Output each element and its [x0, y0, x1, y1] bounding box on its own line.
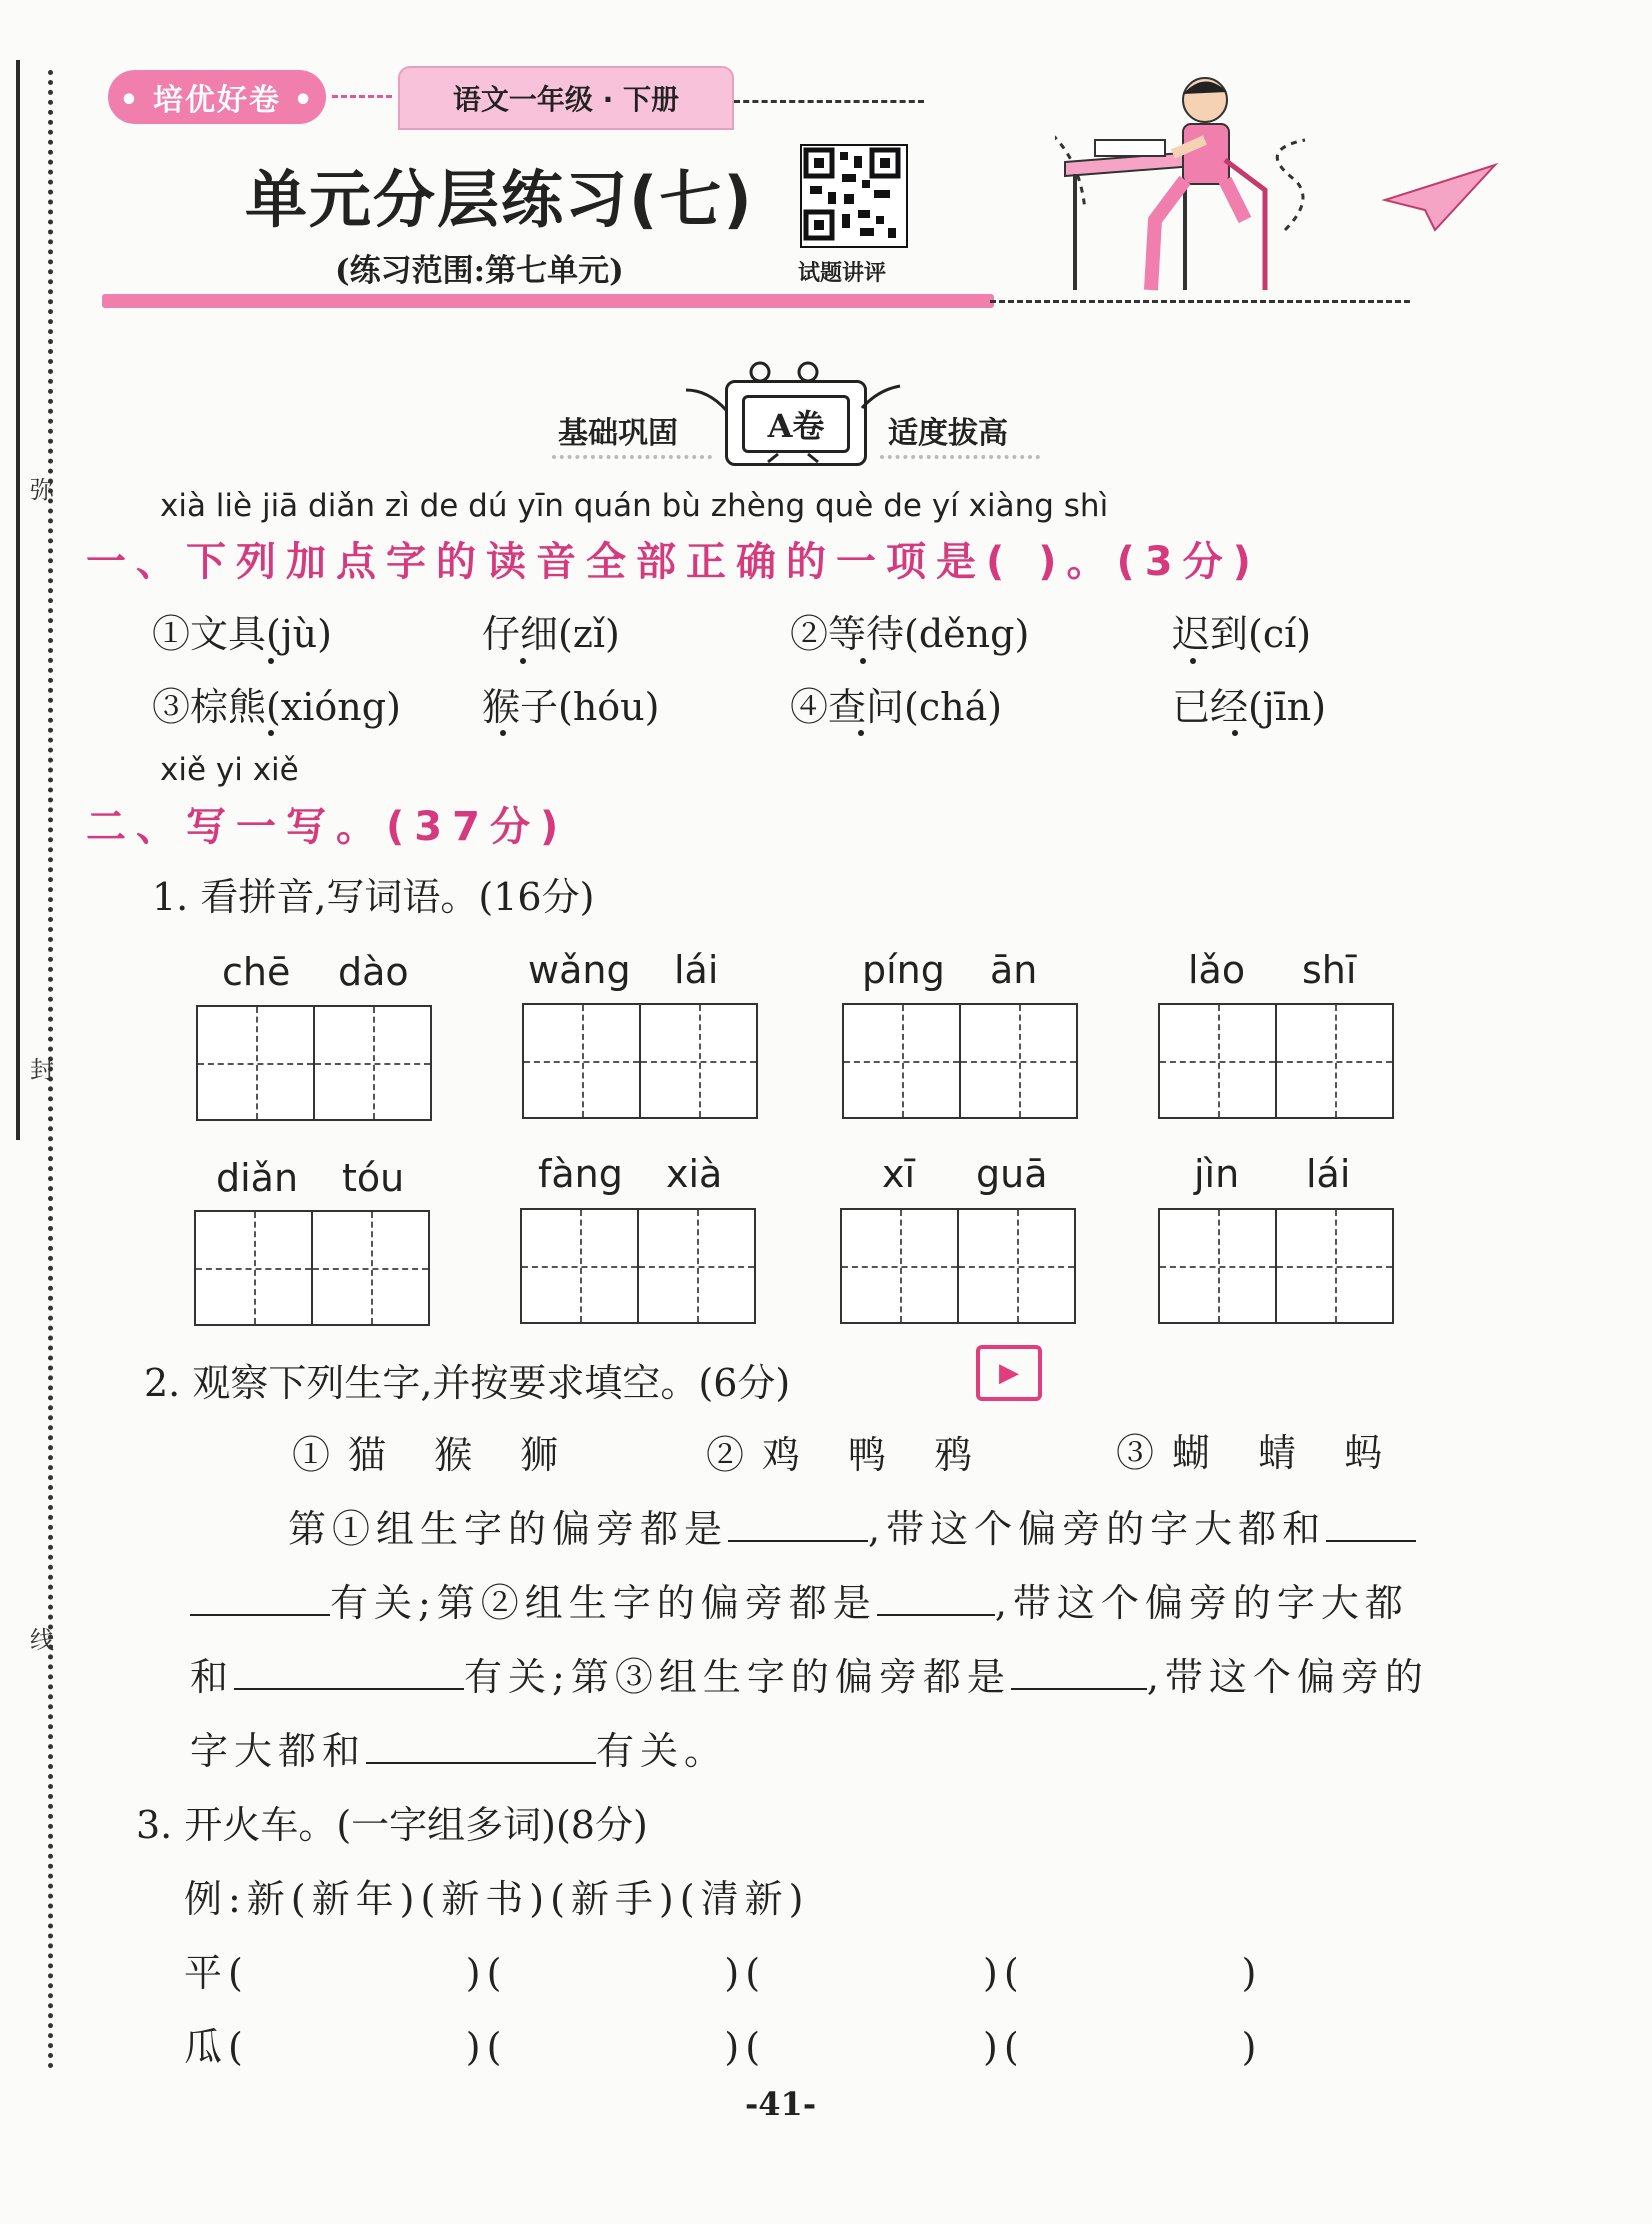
emphasis-dot — [268, 730, 274, 736]
q1-option-3b: 猴子(hóu) — [482, 685, 660, 729]
emphasis-dot — [268, 658, 274, 664]
band-left-underline — [552, 455, 712, 459]
chain-slots[interactable]: ( )( )( )( ) — [228, 2025, 1263, 2069]
fill-line-2 — [190, 1572, 1409, 1627]
q2-s3-example: 例:新(新年)(新书)(新手)(清新) — [184, 1877, 810, 1921]
pinyin-syllable: dào — [338, 950, 409, 994]
char-group-1: ①猫 猴 狮 — [292, 1433, 577, 1477]
fill-text: 有关。 — [596, 1729, 729, 1773]
badge-antenna-icon — [678, 350, 908, 470]
video-play-icon[interactable]: ▶ — [976, 1345, 1042, 1401]
word-chain-row — [184, 1942, 1262, 1997]
fill-text: 字大都和 — [190, 1729, 367, 1773]
q1-option-4a: ④查问(chá) — [790, 685, 1003, 729]
tab-connector — [734, 100, 924, 103]
paper-a-label: A卷 — [742, 395, 850, 453]
emphasis-dot — [1190, 658, 1196, 664]
q1-heading: 一、下列加点字的读音全部正确的一项是( )。(3分) — [86, 539, 1261, 585]
pinyin-syllable: xī — [882, 1152, 916, 1196]
page-subtitle: (练习范围:第七单元) — [335, 253, 624, 289]
writing-grid[interactable] — [196, 1005, 432, 1121]
pinyin-syllable: xià — [666, 1152, 723, 1196]
writing-grid[interactable] — [842, 1003, 1078, 1119]
q1-option-1b: 仔细(zǐ) — [482, 612, 620, 656]
emphasis-dot — [500, 730, 506, 736]
answer-blank[interactable] — [728, 1510, 868, 1542]
binding-char-mi: 弥 — [30, 476, 54, 504]
fill-text: 有关;第②组生字的偏旁都是 — [330, 1581, 877, 1625]
grade-tab: 语文一年级 · 下册 — [398, 66, 734, 130]
fill-text: 有关;第③组生字的偏旁都是 — [464, 1655, 1011, 1699]
pinyin-syllable: shī — [1302, 948, 1357, 992]
tag-connector — [332, 95, 392, 98]
qr-label: 试题讲评 — [798, 261, 887, 286]
pinyin-syllable: píng — [862, 948, 945, 992]
char-group-2: ②鸡 鸭 鸦 — [706, 1433, 991, 1477]
band-right-label: 适度拔高 — [888, 416, 1008, 451]
pinyin-syllable: diǎn — [216, 1156, 299, 1200]
writing-grid[interactable] — [1158, 1208, 1394, 1324]
fill-line-4 — [190, 1720, 728, 1775]
page-title: 单元分层练习(七) — [245, 163, 754, 236]
fill-text: ,带这个偏旁的 — [1146, 1655, 1429, 1699]
fill-text: ,带这个偏旁的字大都和 — [868, 1507, 1327, 1551]
fill-text: 和 — [190, 1655, 235, 1699]
q1-option-4b: 已经(jīn) — [1172, 685, 1327, 729]
q2-s1-label: 1. 看拼音,写词语。(16分) — [152, 875, 595, 919]
answer-blank[interactable] — [190, 1584, 330, 1616]
pinyin-syllable: lái — [674, 948, 719, 992]
pinyin-syllable: ān — [990, 948, 1038, 992]
q1-option-1a: ①文具(jù) — [152, 612, 332, 656]
answer-blank[interactable] — [234, 1658, 464, 1690]
header-underline — [102, 294, 994, 308]
writing-grid[interactable] — [520, 1208, 756, 1324]
pinyin-syllable: fàng — [538, 1152, 623, 1196]
band-left-label: 基础巩固 — [558, 416, 678, 451]
page-number: -41- — [745, 2085, 817, 2123]
q2-pinyin: xiě yi xiě — [160, 752, 299, 788]
fill-text: ,带这个偏旁的字大都 — [994, 1581, 1409, 1625]
answer-blank[interactable] — [366, 1732, 596, 1764]
pinyin-syllable: lǎo — [1188, 948, 1246, 992]
pinyin-syllable: jìn — [1194, 1152, 1240, 1196]
q1-pinyin: xià liè jiā diǎn zì de dú yīn quán bù zhèng què de yí xiàng shì — [160, 488, 1109, 524]
student-desk-illustration — [1055, 70, 1595, 310]
q1-option-3a: ③棕熊(xióng) — [152, 685, 401, 729]
writing-grid[interactable] — [1158, 1003, 1394, 1119]
pinyin-syllable: guā — [976, 1152, 1048, 1196]
writing-grid[interactable] — [840, 1208, 1076, 1324]
chain-slots[interactable]: ( )( )( )( ) — [228, 1951, 1263, 1995]
char-group-3: ③蝴 蜻 蚂 — [1116, 1431, 1401, 1475]
fill-line-3 — [190, 1646, 1429, 1701]
answer-blank[interactable] — [877, 1584, 995, 1616]
q2-s3-label: 3. 开火车。(一字组多词)(8分) — [136, 1803, 648, 1847]
answer-blank[interactable] — [1011, 1658, 1147, 1690]
chain-char: 瓜 — [184, 2025, 229, 2069]
emphasis-dot — [860, 658, 866, 664]
pinyin-syllable: chē — [222, 950, 291, 994]
band-right-underline — [880, 455, 1040, 459]
series-tag: • 培优好卷 • — [108, 70, 326, 124]
pinyin-syllable: wǎng — [528, 948, 631, 992]
q1-option-2a: ②等待(děng) — [790, 612, 1030, 656]
binding-edge — [16, 60, 20, 1140]
fill-line-1 — [288, 1498, 1416, 1553]
emphasis-dot — [1232, 730, 1238, 736]
q2-heading: 二、写一写。(37分) — [86, 804, 569, 850]
chain-char: 平 — [184, 1951, 229, 1995]
binding-char-feng: 封 — [30, 1056, 54, 1084]
word-chain-row — [184, 2016, 1262, 2071]
answer-blank[interactable] — [1326, 1510, 1416, 1542]
q2-s2-label: 2. 观察下列生字,并按要求填空。(6分) — [144, 1361, 791, 1405]
qr-code-icon[interactable] — [800, 144, 908, 248]
emphasis-dot — [520, 658, 526, 664]
q1-option-2b: 迟到(cí) — [1172, 612, 1312, 656]
binding-char-xian: 线 — [30, 1626, 54, 1654]
writing-grid[interactable] — [522, 1003, 758, 1119]
pinyin-syllable: tóu — [342, 1156, 405, 1200]
pinyin-syllable: lái — [1306, 1152, 1351, 1196]
writing-grid[interactable] — [194, 1210, 430, 1326]
fill-text: 第①组生字的偏旁都是 — [288, 1507, 729, 1551]
emphasis-dot — [858, 730, 864, 736]
